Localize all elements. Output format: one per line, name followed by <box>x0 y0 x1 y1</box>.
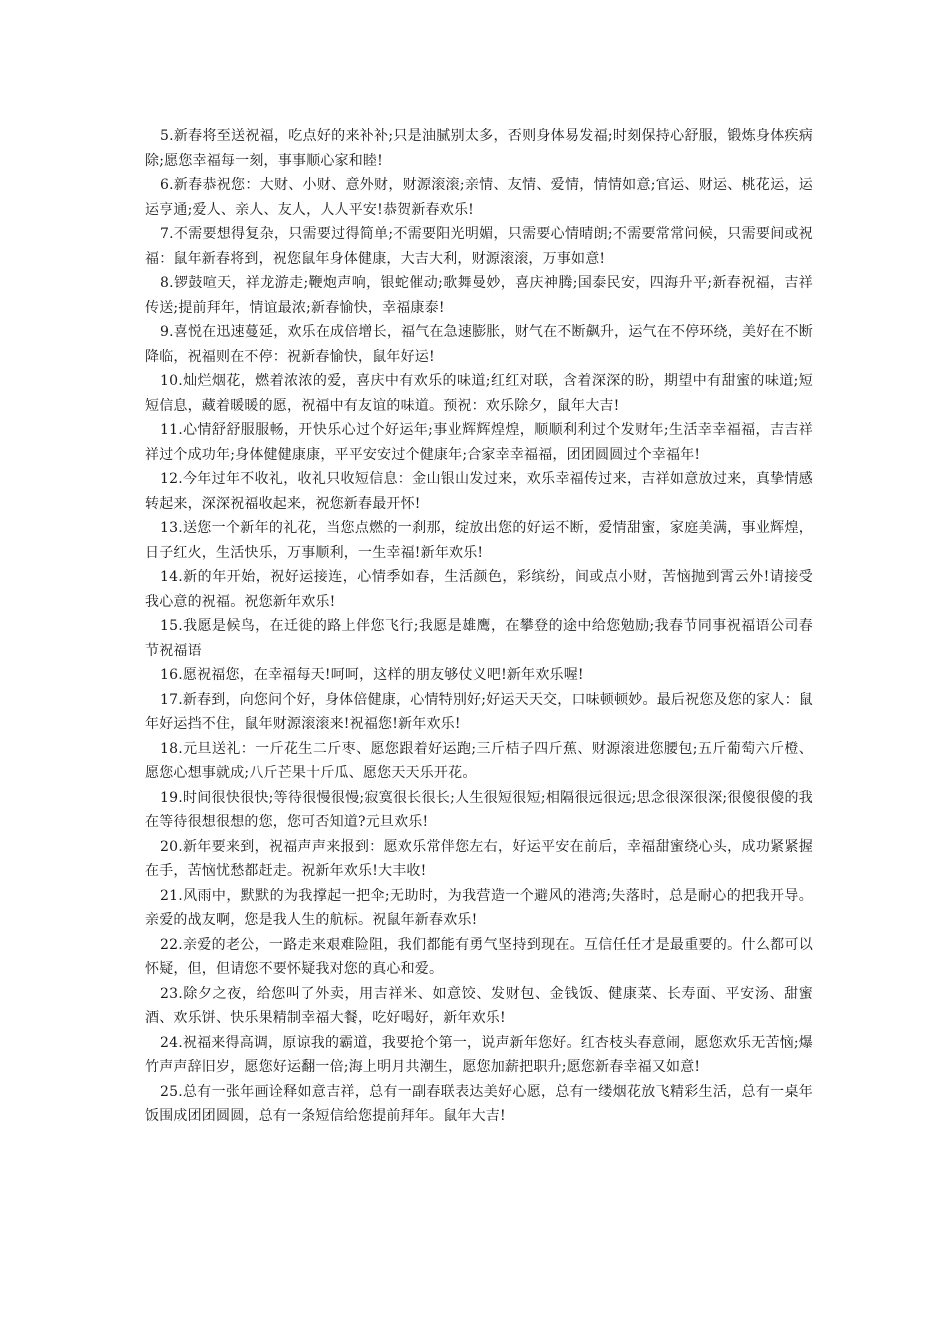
paragraph: 22.亲爱的老公，一路走来艰难险阻，我们都能有勇气坚持到现在。互信任任才是最重要的。什么都可以怀疑，但，但请您不要怀疑我对您的真心和爱。 <box>145 936 813 977</box>
paragraph: 12.今年过年不收礼，收礼只收短信息：金山银山发过来，欢乐幸福传过来，吉祥如意放过来，真挚情感转起来，深深祝福收起来，祝您新春最开怀! <box>145 471 813 512</box>
paragraph: 11.心情舒舒服服畅，开快乐心过个好运年;事业辉辉煌煌，顺顺利利过个发财年;生活幸幸福福，吉吉祥祥过个成功年;身体健健康康，平平安安过个健康年;合家幸幸福福，团团圆圆过个幸福年! <box>145 422 813 463</box>
paragraph: 13.送您一个新年的礼花，当您点燃的一刹那，绽放出您的好运不断，爱情甜蜜，家庭美满，事业辉煌，日子红火，生活快乐，万事顺利，一生幸福!新年欢乐! <box>145 520 813 561</box>
paragraph: 7.不需要想得复杂，只需要过得简单;不需要阳光明媚，只需要心情晴朗;不需要常常问候，只需要间或祝福：鼠年新春将到，祝您鼠年身体健康，大吉大利，财源滚滚，万事如意! <box>145 226 813 267</box>
paragraph: 6.新春恭祝您：大财、小财、意外财，财源滚滚;亲情、友情、爱情，情情如意;官运、财运、桃花运，运运亨通;爱人、亲人、友人，人人平安!恭贺新春欢乐! <box>145 177 813 218</box>
paragraph: 15.我愿是候鸟，在迁徙的路上伴您飞行;我愿是雄鹰，在攀登的途中给您勉励;我春节同事祝福语公司春节祝福语 <box>145 618 813 659</box>
paragraph: 20.新年要来到，祝福声声来报到：愿欢乐常伴您左右，好运平安在前后，幸福甜蜜绕心头，成功紧紧握在手，苦恼忧愁都赶走。祝新年欢乐!大丰收! <box>145 838 813 879</box>
document-page <box>145 124 813 1129</box>
paragraph: 19.时间很快很快;等待很慢很慢;寂寞很长很长;人生很短很短;相隔很远很远;思念很深很深;很傻很傻的我在等待很想很想的您，您可否知道?元旦欢乐! <box>145 789 813 830</box>
paragraph: 18.元旦送礼：一斤花生二斤枣、愿您跟着好运跑;三斤桔子四斤蕉、财源滚进您腰包;五斤葡萄六斤橙、愿您心想事就成;八斤芒果十斤瓜、愿您天天乐开花。 <box>145 740 813 781</box>
paragraph: 5.新春将至送祝福，吃点好的来补补;只是油腻别太多，否则身体易发福;时刻保持心舒服，锻炼身体疾病除;愿您幸福每一刻，事事顺心家和睦! <box>145 128 813 169</box>
paragraph: 25.总有一张年画诠释如意吉祥，总有一副春联表达美好心愿，总有一缕烟花放飞精彩生活，总有一桌年饭围成团团圆圆，总有一条短信给您提前拜年。鼠年大吉! <box>145 1083 813 1124</box>
paragraph: 21.风雨中，默默的为我撑起一把伞;无助时，为我营造一个避风的港湾;失落时，总是耐心的把我开导。亲爱的战友啊，您是我人生的航标。祝鼠年新春欢乐! <box>145 887 813 928</box>
paragraph: 14.新的年开始，祝好运接连，心情季如春，生活颜色，彩缤纷，间或点小财，苦恼抛到霄云外!请接受我心意的祝福。祝您新年欢乐! <box>145 569 813 610</box>
paragraph: 17.新春到，向您问个好，身体倍健康，心情特別好;好运天天交，口味顿顿妙。最后祝您及您的家人：鼠年好运挡不住，鼠年财源滚滚来!祝福您!新年欢乐! <box>145 691 813 732</box>
paragraph: 24.祝福来得高调，原谅我的霸道，我要抢个第一，说声新年您好。红杏枝头春意闹，愿您欢乐无苦恼;爆竹声声辞旧岁，愿您好运翻一倍;海上明月共潮生，愿您加薪把职升;愿您新春幸福又如意! <box>145 1034 813 1075</box>
paragraph: 8.锣鼓喧天，祥龙游走;鞭炮声响，银蛇催动;歌舞曼妙，喜庆神腾;国泰民安，四海升平;新春祝福，吉祥传送;提前拜年，情谊最浓;新春愉快，幸福康泰! <box>145 275 813 316</box>
paragraph: 16.愿祝福您，在幸福每天!呵呵，这样的朋友够仗义吧!新年欢乐喔! <box>160 667 584 683</box>
paragraph: 10.灿烂烟花，燃着浓浓的爱，喜庆中有欢乐的味道;红红对联，含着深深的盼，期望中有甜蜜的味道;短短信息，藏着暖暖的愿，祝福中有友谊的味道。预祝：欢乐除夕，鼠年大吉! <box>145 373 813 414</box>
paragraph: 9.喜悦在迅速蔓延，欢乐在成倍增长，福气在急速膨胀，财气在不断飙升，运气在不停环绕，美好在不断降临，祝福则在不停：祝新春愉快，鼠年好运! <box>145 324 813 365</box>
paragraph: 23.除夕之夜，给您叫了外卖，用吉祥米、如意饺、发财包、金钱饭、健康菜、长寿面、平安汤、甜蜜酒、欢乐饼、快乐果精制幸福大餐，吃好喝好，新年欢乐! <box>145 985 813 1026</box>
